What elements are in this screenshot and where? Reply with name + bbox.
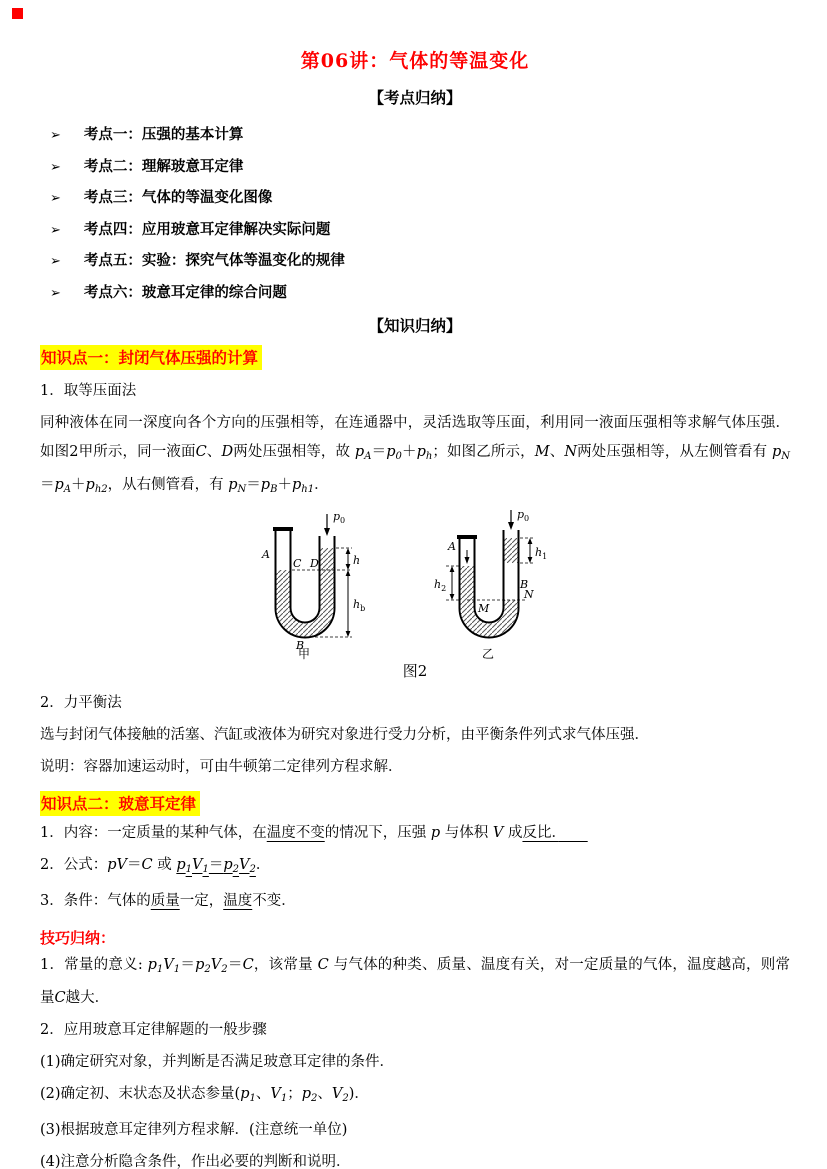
arrow-head-icon (450, 594, 455, 600)
arrow-head-icon (508, 522, 514, 530)
arrow-bullet-icon: ➢ (50, 191, 61, 206)
knowledge-point-1-heading: 知识点一：封闭气体压强的计算 (40, 345, 262, 370)
point-b-label: B (296, 639, 305, 652)
exam-point-item (50, 283, 790, 303)
knowledge-point-2 (40, 782, 790, 816)
knowledge-point-2-heading: 知识点二：玻意耳定律 (40, 791, 200, 816)
exam-point-item (50, 251, 790, 271)
exam-points-heading: 【考点归纳】 (368, 88, 462, 107)
tip-step-1: (1)确定研究对象，并判断是否满足玻意耳定律的条件． (40, 1054, 395, 1070)
point-d-label: D (310, 557, 319, 570)
diagram-jia-caption: 甲 (298, 647, 311, 660)
tip-step-3: (3)根据玻意耳定律列方程求解．(注意统一单位) (40, 1122, 348, 1138)
exam-point-item (50, 188, 790, 208)
method-2-title: 2．力平衡法 (40, 695, 122, 711)
exam-point-item (50, 125, 790, 145)
equal-pressure-paragraph: 同种液体在同一深度向各个方向的压强相等，在连通器中，灵活选取等压面，利用同一液面压强相等求解气体压强．如图2甲所示，同一液面C、D两处压强相等，故 $p_A=p_0+p_h$；如图乙所示，M、N两处压强相等，从左侧管看有 $p_N=p_A+p_{h2}$，从右侧管看，有 $p_N=p_B+p_{h1}$． (40, 415, 791, 495)
arrow-head-icon (324, 528, 330, 536)
gas-a-label: A (448, 540, 456, 553)
arrow-bullet-icon: ➢ (50, 128, 61, 143)
exam-point-item (50, 220, 790, 240)
h2-label: $h_2$ (434, 578, 447, 593)
arrow-head-icon (528, 538, 533, 544)
hb-label: $h_b$ (353, 598, 366, 613)
tip-2-title: 2．应用玻意耳定律解题的一般步骤 (40, 1022, 267, 1038)
h1-label: $h_1$ (535, 546, 548, 561)
arrow-head-icon (528, 557, 533, 563)
point-n-label: N (524, 588, 534, 601)
h-label: h (353, 554, 361, 567)
note-paragraph: 说明：容器加速运动时，可由牛顿第二定律列方程求解． (40, 759, 403, 775)
u-tube-diagrams (40, 508, 790, 660)
p0-label: $p_0$ (517, 508, 530, 523)
exam-points-list (40, 125, 790, 303)
tip-step-2: (2)确定初、末状态及状态参量($p_1$、$V_1$；$p_2$、$V_2$)． (40, 1086, 369, 1104)
exam-point-label: 考点六：玻意耳定律的综合问题 (83, 283, 287, 301)
arrow-bullet-icon: ➢ (50, 159, 61, 175)
point-m-label: M (478, 602, 490, 615)
exam-point-label: 考点五：实验：探究气体等温变化的规律 (83, 252, 345, 269)
figure-2 (40, 508, 790, 682)
exam-point-label: 考点四：应用玻意耳定律解决实际问题 (83, 220, 331, 238)
tips-heading: 技巧归纳： (40, 929, 116, 947)
tip-step-4: (4)注意分析隐含条件，作出必要的判断和说明． (40, 1154, 351, 1169)
exam-point-label: 考点三：气体的等温变化图像 (83, 189, 273, 206)
gas-a-label: A (262, 548, 270, 561)
exam-point-item (50, 157, 790, 177)
method-1-title: 1．取等压面法 (40, 383, 137, 399)
point-c-label: C (293, 557, 302, 570)
gas-b-label: B (520, 578, 529, 591)
doc-title: 第06讲：气体的等温变化 (300, 50, 530, 72)
u-tube-diagram-jia (248, 508, 398, 660)
boyle-law-formula: 2．公式：pV＝C 或 $p_1V_1=p_2V_2$． (40, 857, 271, 875)
knowledge-point-1 (40, 336, 790, 370)
arrow-head-icon (346, 570, 351, 576)
arrow-head-icon (346, 631, 351, 637)
closed-end-cap (273, 527, 293, 531)
arrow-bullet-icon: ➢ (50, 222, 61, 238)
red-corner-marker (12, 8, 23, 19)
arrow-head-icon (346, 564, 351, 570)
arrow-head-icon (450, 566, 455, 572)
u-tube-diagram-yi (432, 508, 582, 660)
force-balance-paragraph: 选与封闭气体接触的活塞、汽缸或液体为研究对象进行受力分析，由平衡条件列式求气体压强． (40, 727, 649, 743)
tip-1-paragraph: 1．常量的意义: $p_1V_1=p_2V_2=C$，该常量 C 与气体的种类、质量、温度有关，对一定质量的气体，温度越高，则常量C越大． (40, 957, 791, 1006)
p0-label: $p_0$ (333, 510, 346, 525)
exam-point-label: 考点二：理解玻意耳定律 (83, 157, 244, 175)
knowledge-heading: 【知识归纳】 (368, 316, 462, 335)
exam-point-label: 考点一：压强的基本计算 (83, 126, 244, 143)
boyle-law-content: 1．内容：一定质量的某种气体，在温度不变的情况下，压强 p 与体积 V 成反比． (40, 825, 559, 841)
figure-caption: 图2 (402, 662, 428, 680)
diagram-yi-caption: 乙 (482, 647, 495, 660)
arrow-bullet-icon: ➢ (50, 285, 61, 301)
arrow-head-icon (346, 548, 351, 554)
boyle-law-condition: 3．条件：气体的质量一定，温度不变． (40, 893, 296, 909)
closed-end-cap (457, 535, 477, 539)
arrow-bullet-icon: ➢ (50, 254, 61, 269)
